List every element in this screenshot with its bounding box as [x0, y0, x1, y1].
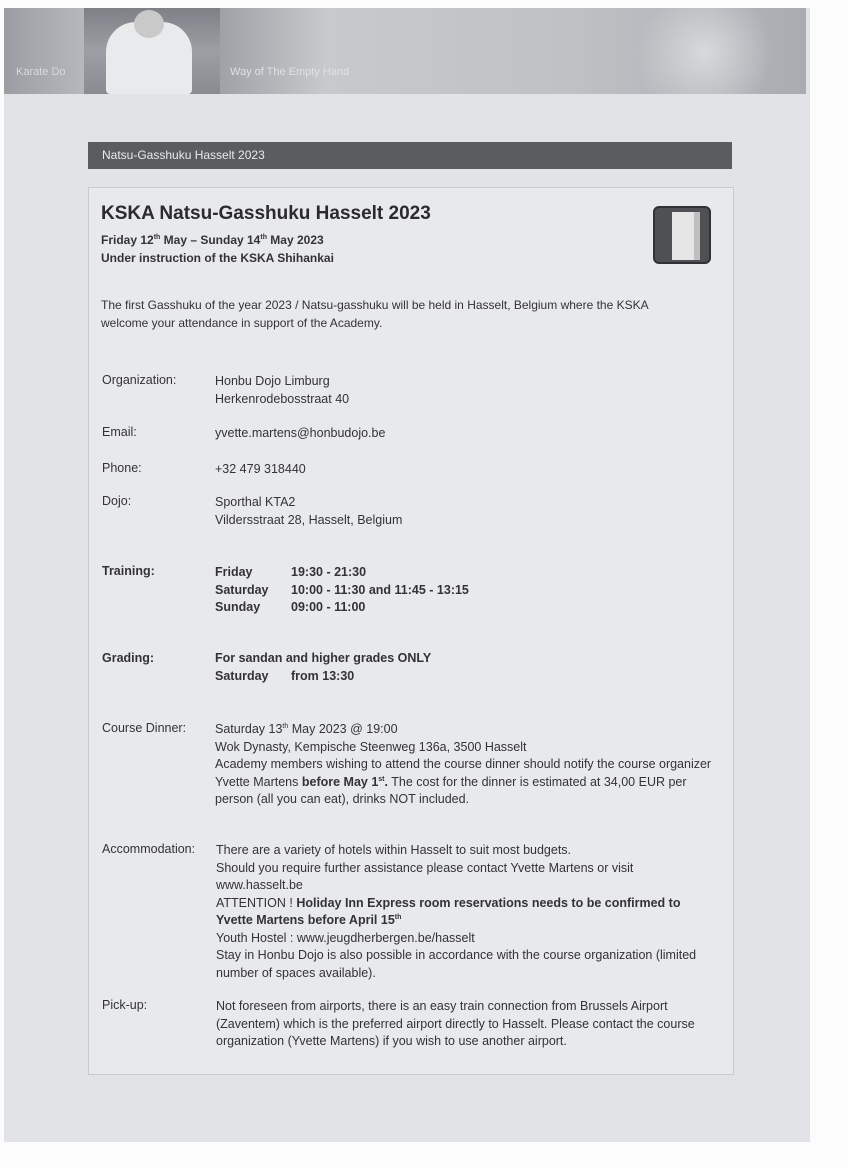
event-instruction: Under instruction of the KSKA Shihankai	[101, 251, 334, 265]
banner-left-text: Karate Do	[16, 66, 66, 78]
grading-label: Grading:	[102, 651, 155, 665]
pickup-label: Pick-up:	[102, 998, 148, 1012]
logo-stripe	[672, 212, 694, 260]
dinner-label: Course Dinner:	[102, 721, 187, 735]
head-shape	[134, 10, 164, 38]
email-label: Email:	[102, 425, 137, 439]
training-schedule	[215, 564, 469, 617]
grading-value: For sandan and higher grades ONLY Saturday from 13:30	[215, 651, 432, 683]
header-banner	[4, 8, 806, 94]
logo-stripe-shadow	[694, 212, 700, 260]
accommodation-value: There are a variety of hotels within Hasselt to suit most budgets. Should you require further assistance please contact Yvette Martens or visit www.hasselt.be ATTENTION ! Holiday Inn Express room reservations needs to be confirmed to Yvette Martens before April 15th Youth Hostel : www.jeugdherbergen.be/hasselt Stay in Honbu Dojo is also possible in accordance with the course organization (limited number of spaces available).	[216, 843, 697, 980]
event-panel	[88, 187, 734, 1075]
dojo-label: Dojo:	[102, 494, 132, 508]
dojo-value: Sporthal KTA2 Vildersstraat 28, Hasselt, Belgium	[215, 495, 403, 527]
kska-logo-icon	[653, 206, 711, 264]
email-value[interactable]: yvette.martens@honbudojo.be	[215, 426, 386, 440]
training-label: Training:	[102, 564, 155, 578]
intro-paragraph: The first Gasshuku of the year 2023 / Natsu-gasshuku will be held in Hasselt, Belgium where the KSKA welcome your attendance in support of the Academy.	[101, 298, 648, 330]
pickup-value: Not foreseen from airports, there is an easy train connection from Brussels Airport (Zaventem) which is the preferred airport directly to Hasselt. Please contact the course organization (Yvette Martens) if you wish to use another airport.	[216, 999, 695, 1048]
section-bar: Natsu-Gasshuku Hasselt 2023	[88, 142, 732, 169]
training-row: Sunday 09:00 - 11:00	[215, 600, 366, 614]
event-dates: Friday 12th May – Sunday 14th May 2023	[101, 233, 324, 247]
dinner-value: Saturday 13th May 2023 @ 19:00 Wok Dynasty, Kempische Steenweg 136a, 3500 Hasselt Academy members wishing to attend the course dinner should notify the course organizer Yvette Martens before May 1st. The cost for the dinner is estimated at 34,00 EUR per person (all you can eat), drinks NOT included.	[215, 722, 712, 806]
document-page	[4, 8, 810, 1142]
karateka-photo	[84, 8, 220, 94]
accommodation-label: Accommodation:	[102, 842, 196, 856]
training-row: Friday 19:30 - 21:30	[215, 565, 367, 579]
phone-label: Phone:	[102, 461, 142, 475]
phone-value: +32 479 318440	[215, 462, 306, 476]
event-title: KSKA Natsu-Gasshuku Hasselt 2023	[101, 203, 431, 224]
banner-swirl	[624, 8, 784, 94]
training-row: Saturday 10:00 - 11:30 and 11:45 - 13:15	[215, 582, 469, 597]
organization-label: Organization:	[102, 373, 177, 387]
organization-value: Honbu Dojo Limburg Herkenrodebosstraat 40	[215, 374, 350, 406]
banner-right-text: Way of The Empty Hand	[230, 66, 350, 78]
